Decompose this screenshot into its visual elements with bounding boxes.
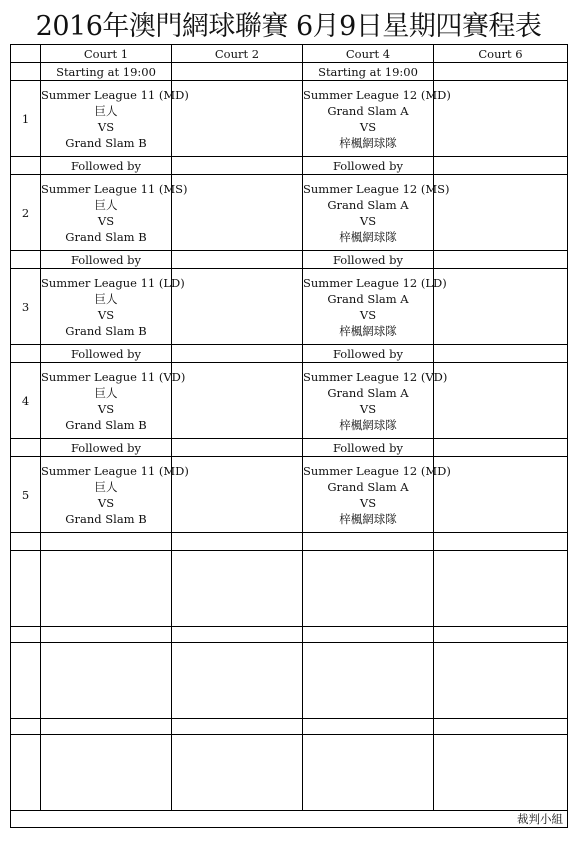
blank-row <box>11 735 568 811</box>
team-b: Grand Slam B <box>65 135 147 150</box>
spacer-row <box>11 627 568 643</box>
match-event: Summer League 12 (LD) <box>303 275 447 290</box>
corner-cell <box>11 439 41 457</box>
court-header: Court 6 <box>434 45 568 63</box>
empty-cell <box>172 735 303 811</box>
match-event: Summer League 11 (LD) <box>41 275 185 290</box>
empty-cell <box>172 643 303 719</box>
versus-label: VS <box>97 307 115 322</box>
followed-by-row <box>11 157 568 175</box>
match-event: Summer League 11 (MD) <box>41 463 189 478</box>
match-row <box>11 269 568 345</box>
match-row <box>11 457 568 533</box>
match-row <box>11 363 568 439</box>
match-event: Summer League 11 (VD) <box>41 369 186 384</box>
round-index: 3 <box>11 269 41 345</box>
schedule-body <box>11 45 568 828</box>
start-time: Starting at 19:00 <box>41 63 172 81</box>
versus-label: VS <box>359 401 377 416</box>
spacer-row <box>11 719 568 735</box>
empty-cell <box>434 345 568 363</box>
team-a: 巨人 <box>94 291 118 306</box>
followed-by-row <box>11 345 568 363</box>
empty-cell <box>434 251 568 269</box>
versus-label: VS <box>359 119 377 134</box>
empty-cell <box>172 551 303 627</box>
match-cell <box>303 81 451 157</box>
versus-label: VS <box>359 495 377 510</box>
empty-cell <box>434 719 568 735</box>
empty-cell <box>172 251 303 269</box>
empty-cell <box>434 551 568 627</box>
match-event: Summer League 12 (MS) <box>303 181 450 196</box>
empty-cell <box>11 643 41 719</box>
empty-cell <box>303 643 434 719</box>
empty-court-cell <box>434 81 568 157</box>
team-b: Grand Slam B <box>65 229 147 244</box>
versus-label: VS <box>97 401 115 416</box>
followed-by-label: Followed by <box>303 157 434 175</box>
match-event: Summer League 12 (VD) <box>303 369 448 384</box>
empty-cell <box>303 719 434 735</box>
followed-by-label: Followed by <box>41 251 172 269</box>
footer-credit: 裁判小組 <box>11 811 568 828</box>
empty-cell <box>41 643 172 719</box>
corner-cell <box>11 45 41 63</box>
team-b: 梓楓網球隊 <box>339 323 397 338</box>
schedule-title: 2016年澳門網球聯賽 6月9日星期四賽程表 <box>35 11 542 42</box>
blank-row <box>11 643 568 719</box>
round-index: 2 <box>11 175 41 251</box>
match-event: Summer League 11 (MD) <box>41 87 189 102</box>
empty-cell <box>434 627 568 643</box>
match-cell <box>303 269 447 345</box>
empty-cell <box>434 533 568 551</box>
empty-cell <box>172 439 303 457</box>
match-cell <box>41 81 189 157</box>
followed-by-label: Followed by <box>41 345 172 363</box>
match-cell <box>41 175 188 251</box>
empty-cell <box>172 157 303 175</box>
team-a: Grand Slam A <box>327 479 409 494</box>
team-b: 梓楓網球隊 <box>339 511 397 526</box>
empty-cell <box>41 627 172 643</box>
corner-cell <box>11 533 41 551</box>
match-event: Summer League 11 (MS) <box>41 181 188 196</box>
empty-court-cell <box>172 457 303 533</box>
round-index: 5 <box>11 457 41 533</box>
match-cell <box>41 363 186 439</box>
court-header: Court 4 <box>303 45 434 63</box>
team-b: 梓楓網球隊 <box>339 229 397 244</box>
match-row <box>11 81 568 157</box>
match-cell <box>41 457 189 533</box>
start-time-row <box>11 63 568 81</box>
empty-cell <box>11 735 41 811</box>
team-b: Grand Slam B <box>65 323 147 338</box>
empty-cell <box>41 735 172 811</box>
empty-cell <box>41 719 172 735</box>
empty-cell <box>303 627 434 643</box>
empty-court-cell <box>172 175 303 251</box>
start-time <box>172 63 303 81</box>
schedule-table <box>10 44 568 828</box>
empty-cell <box>11 627 41 643</box>
empty-cell <box>434 735 568 811</box>
round-index: 4 <box>11 363 41 439</box>
empty-cell <box>303 533 434 551</box>
team-b: Grand Slam B <box>65 417 147 432</box>
followed-by-label: Followed by <box>41 157 172 175</box>
court-header: Court 1 <box>41 45 172 63</box>
empty-cell <box>172 627 303 643</box>
match-cell <box>41 269 185 345</box>
followed-by-row <box>11 251 568 269</box>
start-time: Starting at 19:00 <box>303 63 434 81</box>
corner-cell <box>11 251 41 269</box>
empty-cell <box>11 719 41 735</box>
empty-cell <box>434 643 568 719</box>
team-a: 巨人 <box>94 385 118 400</box>
court-header: Court 2 <box>172 45 303 63</box>
team-a: Grand Slam A <box>327 197 409 212</box>
team-a: Grand Slam A <box>327 103 409 118</box>
footer-row <box>11 811 568 828</box>
empty-cell <box>172 719 303 735</box>
round-index: 1 <box>11 81 41 157</box>
team-b: 梓楓網球隊 <box>339 135 397 150</box>
team-a: 巨人 <box>94 197 118 212</box>
spacer-row <box>11 533 568 551</box>
team-a: 巨人 <box>94 103 118 118</box>
empty-cell <box>172 345 303 363</box>
empty-cell <box>11 551 41 627</box>
followed-by-label: Followed by <box>303 251 434 269</box>
match-cell <box>303 363 448 439</box>
empty-court-cell <box>172 269 303 345</box>
empty-cell <box>434 439 568 457</box>
empty-cell <box>303 735 434 811</box>
empty-court-cell <box>434 457 568 533</box>
match-row <box>11 175 568 251</box>
empty-cell <box>303 551 434 627</box>
start-time <box>434 63 568 81</box>
corner-cell <box>11 157 41 175</box>
followed-by-label: Followed by <box>41 439 172 457</box>
versus-label: VS <box>359 307 377 322</box>
empty-court-cell <box>172 363 303 439</box>
versus-label: VS <box>97 119 115 134</box>
team-b: Grand Slam B <box>65 511 147 526</box>
versus-label: VS <box>97 213 115 228</box>
match-event: Summer League 12 (MD) <box>303 463 451 478</box>
empty-cell <box>41 533 172 551</box>
empty-cell <box>434 157 568 175</box>
corner-cell <box>11 345 41 363</box>
empty-court-cell <box>434 363 568 439</box>
versus-label: VS <box>97 495 115 510</box>
team-a: Grand Slam A <box>327 385 409 400</box>
blank-row <box>11 551 568 627</box>
empty-cell <box>172 533 303 551</box>
empty-court-cell <box>172 81 303 157</box>
team-a: Grand Slam A <box>327 291 409 306</box>
team-b: 梓楓網球隊 <box>339 417 397 432</box>
followed-by-row <box>11 439 568 457</box>
versus-label: VS <box>359 213 377 228</box>
match-event: Summer League 12 (MD) <box>303 87 451 102</box>
followed-by-label: Followed by <box>303 439 434 457</box>
empty-court-cell <box>434 175 568 251</box>
match-cell <box>303 457 451 533</box>
followed-by-label: Followed by <box>303 345 434 363</box>
empty-cell <box>41 551 172 627</box>
corner-cell <box>11 63 41 81</box>
empty-court-cell <box>434 269 568 345</box>
court-header-row <box>11 45 568 63</box>
team-a: 巨人 <box>94 479 118 494</box>
match-cell <box>303 175 450 251</box>
